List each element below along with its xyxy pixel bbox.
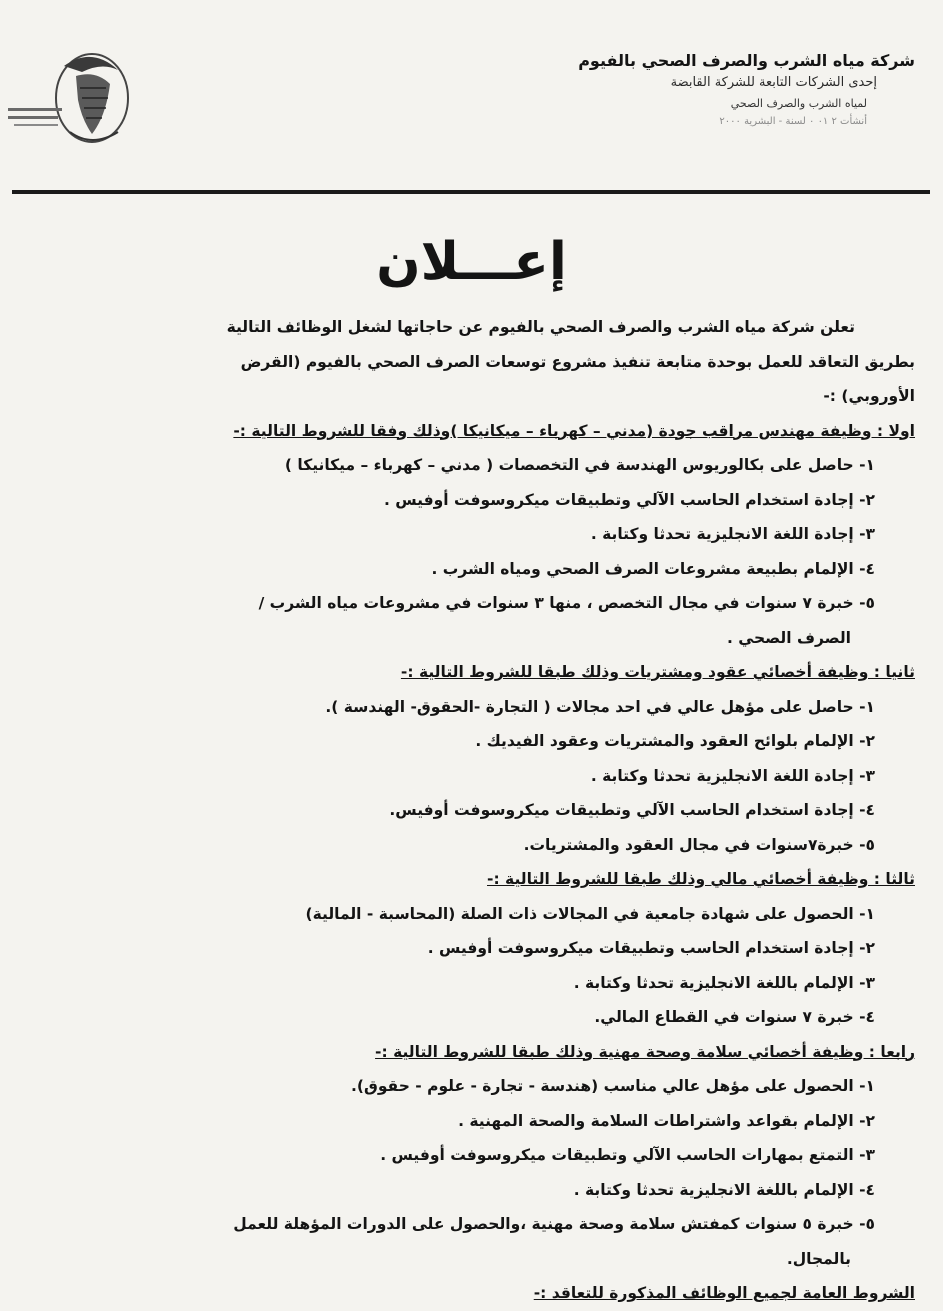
company-sector: لمياه الشرب والصرف الصحي [730,97,867,110]
list-item: ١- حاصل على مؤهل عالي في احد مجالات ( التجارة -الحقوق- الهندسة ). [325,697,875,716]
list-item: ٤- الإلمام بطبيعة مشروعات الصرف الصحي ومياه الشرب . [431,559,875,578]
list-item: ١- الحصول على شهادة جامعية في المجالات ذات الصلة (المحاسبة - المالية) [305,904,875,923]
intro-line-2: بطريق التعاقد للعمل بوحدة متابعة تنفيذ مشروع توسعات الصرف الصحي بالفيوم (القرض [240,352,915,371]
section-list-safety-specialist [35,1069,915,1276]
list-item: ٢- إجادة استخدام الحاسب وتطبيقات ميكروسوفت أوفيس . [427,939,875,957]
section-list-contracts-specialist [35,690,915,863]
company-affiliation: إحدى الشركات التابعة للشركة القابضة [670,75,877,90]
company-logo-icon [6,36,134,156]
list-item: ١- الحصول على مؤهل عالي مناسب (هندسة - تجارة - علوم - حقوق). [350,1077,875,1095]
intro-paragraph [35,310,915,414]
announcement-body [35,310,915,1311]
list-item: ٥- خبرة ٥ سنوات كمفتش سلامة وصحة مهنية ،والحصول على الدورات المؤهلة للعمل [233,1215,875,1233]
announcement-title: إعـــلان [376,232,567,292]
section-list-quality-engineer [35,448,915,655]
list-item: ٤- خبرة ٧ سنوات في القطاع المالي. [594,1008,875,1026]
list-item: ٤- الإلمام باللغة الانجليزية تحدثا وكتابة . [573,1180,875,1199]
section-heading-contracts-specialist: ثانيا : وظيفة أخصائي عقود ومشتريات وذلك طبقا للشروط التالية :- [400,663,915,681]
list-item: ٢- الإلمام بقواعد واشتراطات السلامة والصحة المهنية . [458,1111,875,1130]
company-establishment: أنشأت ٢ ٠١ ٠ لسنة - البشرية ٢٠٠٠ [719,116,867,127]
list-item: بالمجال. [786,1249,851,1268]
company-name: شركة مياه الشرب والصرف الصحي بالفيوم [578,51,915,70]
list-item: ٣- إجادة اللغة الانجليزية تحدثا وكتابة . [590,766,875,785]
intro-line-3: الأوروبي) :- [823,387,915,405]
list-item: ٤- إجادة استخدام الحاسب الآلي وتطبيقات ميكروسوفت أوفيس. [389,801,875,819]
intro-line-1: تعلن شركة مياه الشرب والصرف الصحي بالفيوم عن حاجاتها لشغل الوظائف التالية [226,318,855,336]
section-list-financial-specialist [35,897,915,1035]
header-divider [12,190,930,194]
list-item: ٢- الإلمام بلوائح العقود والمشتريات وعقود الفيديك . [475,732,875,750]
list-item: الصرف الصحي . [727,628,851,647]
letterhead [495,50,915,130]
list-item: ٣- الإلمام باللغة الانجليزية تحدثا وكتابة . [573,973,875,992]
list-item: ٢- إجادة استخدام الحاسب الآلي وتطبيقات ميكروسوفت أوفيس . [383,490,875,509]
list-item: ٣- إجادة اللغة الانجليزية تحدثا وكتابة . [590,525,875,543]
general-conditions-heading: الشروط العامة لجميع الوظائف المذكورة للتعاقد :- [533,1284,915,1302]
list-item: ٥- خبرة٧سنوات في مجال العقود والمشتريات. [523,835,875,854]
list-item: ٣- التمتع بمهارات الحاسب الآلي وتطبيقات ميكروسوفت أوفيس . [380,1146,875,1164]
section-heading-safety-specialist: رابعا : وظيفة أخصائي سلامة وصحة مهنية وذلك طبقا للشروط التالية :- [375,1042,915,1061]
list-item: ١- حاصل على بكالوريوس الهندسة في التخصصات ( مدني – كهرباء – ميكانيكا ) [284,456,875,474]
list-item: ٥- خبرة ٧ سنوات في مجال التخصص ، منها ٣ سنوات في مشروعات مياه الشرب / [258,594,875,612]
section-heading-quality-engineer: اولا : وظيفة مهندس مراقب جودة (مدني – كهرباء – ميكانيكا )وذلك وفقا للشروط التالية :- [233,421,915,440]
section-heading-financial-specialist: ثالثا : وظيفة أخصائي مالي وذلك طبقا للشروط التالية :- [487,870,915,888]
